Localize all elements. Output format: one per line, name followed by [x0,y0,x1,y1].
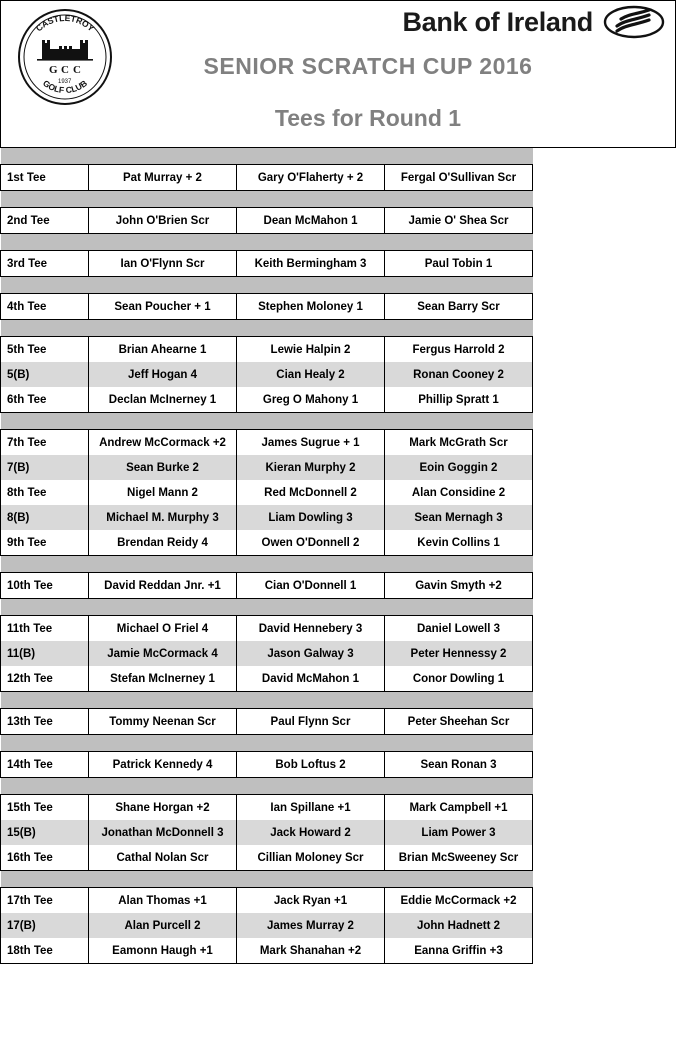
sponsor-name: Bank of Ireland [402,6,593,37]
player-cell: Greg O Mahony 1 [237,387,385,413]
table-row [1,752,676,778]
player-cell: Peter Hennessy 2 [385,641,533,666]
player-cell: Jack Ryan +1 [237,888,385,914]
player-cell: Fergal O'Sullivan Scr [385,165,533,191]
player-cell: Red McDonnell 2 [237,480,385,505]
table-row [1,938,676,964]
player-cell: Jack Howard 2 [237,820,385,845]
spacer-band [1,413,533,430]
tee-label-cell: 5th Tee [1,337,89,363]
tee-label-cell: 2nd Tee [1,208,89,234]
player-cell: Sean Burke 2 [89,455,237,480]
table-row [1,820,676,845]
tee-label-cell: 10th Tee [1,573,89,599]
player-cell: David McMahon 1 [237,666,385,692]
player-cell: Tommy Neenan Scr [89,709,237,735]
table-row [1,709,676,735]
player-cell: Cian O'Donnell 1 [237,573,385,599]
spacer-band [1,871,533,888]
tee-label-cell: 11(B) [1,641,89,666]
player-cell: Brian McSweeney Scr [385,845,533,871]
tee-label-cell: 17(B) [1,913,89,938]
svg-text:C: C [73,64,81,76]
table-spacer-row [1,556,676,573]
row-margin-cell [533,752,676,778]
player-cell: James Sugrue + 1 [237,430,385,456]
row-margin-cell [533,430,676,456]
row-margin-cell [533,455,676,480]
player-cell: Jeff Hogan 4 [89,362,237,387]
row-margin-cell [533,294,676,320]
player-cell: Conor Dowling 1 [385,666,533,692]
player-cell: Jamie McCormack 4 [89,641,237,666]
player-cell: Jonathan McDonnell 3 [89,820,237,845]
row-margin-cell [533,480,676,505]
table-row [1,480,676,505]
sponsor-block [402,5,665,39]
spacer-band [1,191,533,208]
tee-label-cell: 9th Tee [1,530,89,556]
page-title: SENIOR SCRATCH CUP 2016 [203,53,533,79]
player-cell: James Murray 2 [237,913,385,938]
spacer-band [1,692,533,709]
spacer-margin [533,599,676,616]
player-cell: Eoin Goggin 2 [385,455,533,480]
player-cell: Fergus Harrold 2 [385,337,533,363]
row-margin-cell [533,795,676,821]
player-cell: Cillian Moloney Scr [237,845,385,871]
table-row [1,505,676,530]
player-cell: Patrick Kennedy 4 [89,752,237,778]
table-row [1,337,676,363]
tee-times-table [0,148,676,964]
player-cell: Ian O'Flynn Scr [89,251,237,277]
row-margin-cell [533,573,676,599]
spacer-band [1,735,533,752]
table-row [1,666,676,692]
player-cell: Gavin Smyth +2 [385,573,533,599]
spacer-band [1,148,533,165]
row-margin-cell [533,251,676,277]
table-spacer-row [1,413,676,430]
player-cell: Jason Galway 3 [237,641,385,666]
player-cell: Phillip Spratt 1 [385,387,533,413]
svg-text:G: G [49,64,58,76]
row-margin-cell [533,641,676,666]
table-spacer-row [1,692,676,709]
tee-label-cell: 13th Tee [1,709,89,735]
tee-label-cell: 8th Tee [1,480,89,505]
row-margin-cell [533,845,676,871]
tee-label-cell: 17th Tee [1,888,89,914]
spacer-band [1,599,533,616]
tee-label-cell: 16th Tee [1,845,89,871]
spacer-band [1,234,533,251]
player-cell: Mark Shanahan +2 [237,938,385,964]
row-margin-cell [533,165,676,191]
player-cell: Andrew McCormack +2 [89,430,237,456]
tee-label-cell: 7(B) [1,455,89,480]
svg-text:C: C [61,64,69,76]
player-cell: Alan Considine 2 [385,480,533,505]
spacer-margin [533,320,676,337]
spacer-margin [533,778,676,795]
player-cell: David Reddan Jnr. +1 [89,573,237,599]
player-cell: Alan Thomas +1 [89,888,237,914]
player-cell: Kieran Murphy 2 [237,455,385,480]
player-cell: John Hadnett 2 [385,913,533,938]
table-row [1,913,676,938]
spacer-margin [533,148,676,165]
tee-label-cell: 15(B) [1,820,89,845]
table-row [1,888,676,914]
player-cell: Cian Healy 2 [237,362,385,387]
spacer-margin [533,556,676,573]
tee-label-cell: 11th Tee [1,616,89,642]
table-row [1,455,676,480]
tee-label-cell: 15th Tee [1,795,89,821]
player-cell: Owen O'Donnell 2 [237,530,385,556]
svg-text:CASTLETROY: CASTLETROY [33,12,97,34]
player-cell: Keith Bermingham 3 [237,251,385,277]
table-row [1,362,676,387]
player-cell: Michael M. Murphy 3 [89,505,237,530]
row-margin-cell [533,913,676,938]
player-cell: Ronan Cooney 2 [385,362,533,387]
svg-text:GOLF CLUB: GOLF CLUB [41,77,89,96]
spacer-margin [533,413,676,430]
player-cell: Sean Ronan 3 [385,752,533,778]
spacer-margin [533,277,676,294]
player-cell: Eanna Griffin +3 [385,938,533,964]
tee-label-cell: 1st Tee [1,165,89,191]
player-cell: Stephen Moloney 1 [237,294,385,320]
spacer-band [1,277,533,294]
player-cell: Paul Flynn Scr [237,709,385,735]
row-margin-cell [533,208,676,234]
table-row [1,251,676,277]
row-margin-cell [533,709,676,735]
player-cell: Liam Dowling 3 [237,505,385,530]
player-cell: Paul Tobin 1 [385,251,533,277]
table-row [1,387,676,413]
player-cell: David Hennebery 3 [237,616,385,642]
player-cell: Jamie O' Shea Scr [385,208,533,234]
player-cell: Mark Campbell +1 [385,795,533,821]
player-cell: Eamonn Haugh +1 [89,938,237,964]
table-row [1,294,676,320]
player-cell: Shane Horgan +2 [89,795,237,821]
player-cell: Brendan Reidy 4 [89,530,237,556]
table-row [1,573,676,599]
table-spacer-row [1,871,676,888]
player-cell: Dean McMahon 1 [237,208,385,234]
tee-label-cell: 6th Tee [1,387,89,413]
spacer-margin [533,234,676,251]
table-spacer-row [1,735,676,752]
tee-label-cell: 3rd Tee [1,251,89,277]
row-margin-cell [533,820,676,845]
player-cell: Brian Ahearne 1 [89,337,237,363]
tee-label-cell: 4th Tee [1,294,89,320]
spacer-band [1,320,533,337]
table-row [1,530,676,556]
player-cell: Sean Barry Scr [385,294,533,320]
row-margin-cell [533,666,676,692]
table-row [1,616,676,642]
player-cell: Daniel Lowell 3 [385,616,533,642]
row-margin-cell [533,530,676,556]
spacer-margin [533,191,676,208]
table-spacer-row [1,599,676,616]
table-spacer-row [1,277,676,294]
player-cell: Lewie Halpin 2 [237,337,385,363]
player-cell: Stefan McInerney 1 [89,666,237,692]
player-cell: Peter Sheehan Scr [385,709,533,735]
player-cell: Kevin Collins 1 [385,530,533,556]
player-cell: Alan Purcell 2 [89,913,237,938]
tee-label-cell: 8(B) [1,505,89,530]
table-row [1,165,676,191]
svg-text:1937: 1937 [58,79,72,85]
table-spacer-row [1,191,676,208]
document-header [0,0,676,148]
bank-of-ireland-waves-icon [603,5,665,39]
table-row [1,845,676,871]
table-row [1,208,676,234]
player-cell: John O'Brien Scr [89,208,237,234]
player-cell: Liam Power 3 [385,820,533,845]
tee-label-cell: 12th Tee [1,666,89,692]
player-cell: Nigel Mann 2 [89,480,237,505]
spacer-band [1,778,533,795]
table-spacer-row [1,148,676,165]
page-subtitle: Tees for Round 1 [274,105,462,131]
row-margin-cell [533,616,676,642]
table-spacer-row [1,234,676,251]
player-cell: Michael O Friel 4 [89,616,237,642]
player-cell: Mark McGrath Scr [385,430,533,456]
row-margin-cell [533,387,676,413]
player-cell: Sean Poucher + 1 [89,294,237,320]
table-row [1,641,676,666]
tee-label-cell: 7th Tee [1,430,89,456]
spacer-margin [533,692,676,709]
spacer-band [1,556,533,573]
row-margin-cell [533,888,676,914]
player-cell: Gary O'Flaherty + 2 [237,165,385,191]
table-spacer-row [1,320,676,337]
spacer-margin [533,871,676,888]
player-cell: Sean Mernagh 3 [385,505,533,530]
tee-label-cell: 14th Tee [1,752,89,778]
player-cell: Declan McInerney 1 [89,387,237,413]
row-margin-cell [533,337,676,363]
row-margin-cell [533,505,676,530]
table-spacer-row [1,778,676,795]
player-cell: Pat Murray + 2 [89,165,237,191]
row-margin-cell [533,362,676,387]
tee-label-cell: 18th Tee [1,938,89,964]
spacer-margin [533,735,676,752]
table-row [1,430,676,456]
table-row [1,795,676,821]
player-cell: Cathal Nolan Scr [89,845,237,871]
row-margin-cell [533,938,676,964]
player-cell: Ian Spillane +1 [237,795,385,821]
tee-label-cell: 5(B) [1,362,89,387]
player-cell: Bob Loftus 2 [237,752,385,778]
player-cell: Eddie McCormack +2 [385,888,533,914]
